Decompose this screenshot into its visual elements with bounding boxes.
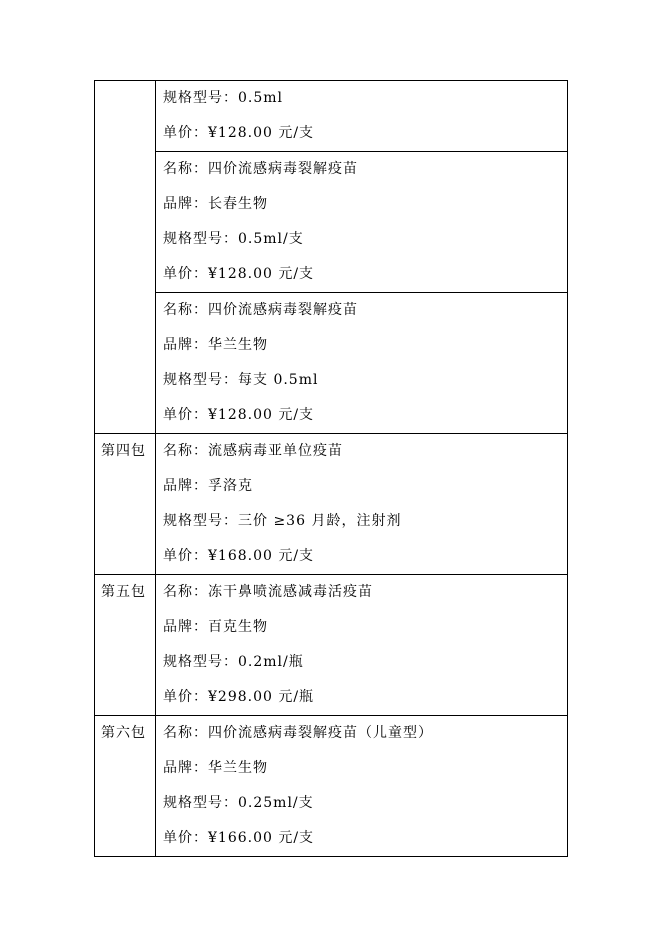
field-value: 三价 ≥36 月龄，注射剂 xyxy=(238,513,402,529)
product-field xyxy=(156,469,567,504)
field-label: 名称： xyxy=(163,725,208,741)
product-field xyxy=(156,821,567,856)
table-row xyxy=(95,81,568,152)
product-field xyxy=(156,539,567,574)
field-label: 品牌： xyxy=(163,337,208,353)
field-label: 品牌： xyxy=(163,619,208,635)
field-value: 百克生物 xyxy=(208,619,268,635)
field-value: 四价流感病毒裂解疫苗 xyxy=(208,161,358,177)
product-field xyxy=(156,786,567,821)
package-cell xyxy=(95,575,156,716)
table-row xyxy=(95,152,568,293)
package-cell xyxy=(95,716,156,857)
table-row xyxy=(95,716,568,857)
field-label: 名称： xyxy=(163,584,208,600)
table-row xyxy=(95,575,568,716)
package-label: 第四包 xyxy=(101,443,146,459)
product-field xyxy=(156,751,567,786)
field-label: 品牌： xyxy=(163,196,208,212)
field-label: 规格型号： xyxy=(163,372,238,388)
field-value: 0.5ml xyxy=(238,90,284,106)
field-label: 名称： xyxy=(163,161,208,177)
product-field xyxy=(156,680,567,715)
product-field xyxy=(156,293,567,328)
field-label: 单价： xyxy=(163,407,208,423)
field-label: 单价： xyxy=(163,125,208,141)
field-value: 流感病毒亚单位疫苗 xyxy=(208,443,343,459)
field-label: 规格型号： xyxy=(163,654,238,670)
field-value: ¥168.00 元/支 xyxy=(208,548,315,564)
field-label: 规格型号： xyxy=(163,513,238,529)
field-value: 孚洛克 xyxy=(208,478,253,494)
field-value: 0.25ml/支 xyxy=(238,795,314,811)
product-field xyxy=(156,504,567,539)
field-label: 规格型号： xyxy=(163,90,238,106)
product-field xyxy=(156,81,567,116)
product-field xyxy=(156,116,567,151)
product-field xyxy=(156,363,567,398)
product-detail-cell xyxy=(156,575,568,716)
field-label: 品牌： xyxy=(163,760,208,776)
product-field xyxy=(156,398,567,433)
product-detail-cell xyxy=(156,716,568,857)
field-value: 长春生物 xyxy=(208,196,268,212)
field-label: 规格型号： xyxy=(163,795,238,811)
field-value: 华兰生物 xyxy=(208,760,268,776)
product-field xyxy=(156,152,567,187)
product-field xyxy=(156,434,567,469)
field-value: 0.5ml/支 xyxy=(238,231,304,247)
field-label: 单价： xyxy=(163,689,208,705)
table-row xyxy=(95,293,568,434)
product-field xyxy=(156,328,567,363)
package-label: 第六包 xyxy=(101,725,146,741)
product-field xyxy=(156,222,567,257)
field-value: 冻干鼻喷流感减毒活疫苗 xyxy=(208,584,373,600)
vaccine-package-table xyxy=(94,80,568,857)
field-label: 规格型号： xyxy=(163,231,238,247)
product-field xyxy=(156,257,567,292)
field-label: 单价： xyxy=(163,266,208,282)
product-field xyxy=(156,716,567,751)
field-value: ¥128.00 元/支 xyxy=(208,266,315,282)
product-detail-cell xyxy=(156,152,568,293)
field-value: ¥128.00 元/支 xyxy=(208,407,315,423)
product-field xyxy=(156,610,567,645)
field-label: 单价： xyxy=(163,548,208,564)
table-row xyxy=(95,434,568,575)
field-label: 名称： xyxy=(163,443,208,459)
field-value: ¥166.00 元/支 xyxy=(208,830,315,846)
package-cell xyxy=(95,434,156,575)
field-value: 四价流感病毒裂解疫苗 xyxy=(208,302,358,318)
field-value: 0.2ml/瓶 xyxy=(238,654,304,670)
product-detail-cell xyxy=(156,293,568,434)
field-value: 每支 0.5ml xyxy=(238,372,319,388)
product-detail-cell xyxy=(156,434,568,575)
field-value: 四价流感病毒裂解疫苗（儿童型） xyxy=(208,725,433,741)
product-field xyxy=(156,575,567,610)
product-detail-cell xyxy=(156,81,568,152)
package-cell xyxy=(95,81,156,434)
field-label: 名称： xyxy=(163,302,208,318)
field-value: 华兰生物 xyxy=(208,337,268,353)
field-value: ¥298.00 元/瓶 xyxy=(208,689,315,705)
product-field xyxy=(156,645,567,680)
package-label: 第五包 xyxy=(101,584,146,600)
table-body xyxy=(95,81,568,857)
field-value: ¥128.00 元/支 xyxy=(208,125,315,141)
field-label: 单价： xyxy=(163,830,208,846)
product-field xyxy=(156,187,567,222)
field-label: 品牌： xyxy=(163,478,208,494)
